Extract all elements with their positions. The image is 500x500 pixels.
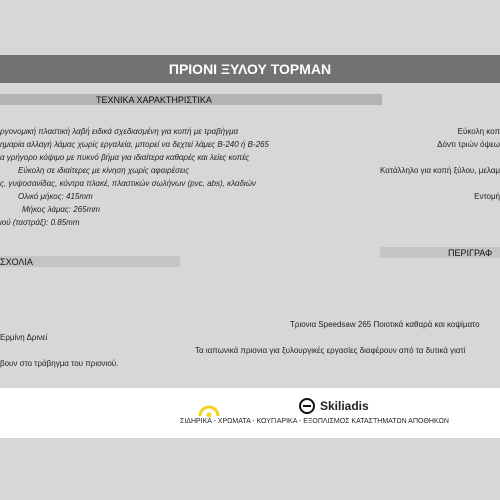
comment-line: Τα ιαπωνικά πριονια για ξυλουργικές εργασίες διαφέρουν από τα δυτικά γιατί xyxy=(195,346,466,355)
specs-line: Εύκολη σε ιδιαίτερες με κίνηση χωρίς αφαιρέσεις xyxy=(18,166,190,175)
comment-line: βουν στο τράβηγμα του πριονιού. xyxy=(0,359,119,368)
right-line: Εντομή xyxy=(474,192,500,201)
right-column-list xyxy=(290,125,500,203)
specs-line: α γρήγορο κόψιμο με πυκνό βήμα για ιδιαίτερα καθαρές και λείες κοπές xyxy=(0,153,250,162)
right-line xyxy=(290,177,500,190)
page-title: ΠΡΙΟΝΙ ΞΥΛΟΥ TOPMAN xyxy=(168,61,332,77)
right-line: Κατάλληλο για κοπή ξύλου, μελαμ xyxy=(380,166,500,175)
brand-logo xyxy=(298,398,369,414)
specs-line: ς, γυψοσανίδας, κόντρα πλακέ, πλαστικών σωλήνων (pvc, abs), κλαδιών xyxy=(0,179,256,188)
footer-tagline: ΣΙΔΗΡΙΚΑ - ΧΡΩΜΑΤΑ - ΚΟΥΓΙΑΡΙΚΑ - ΕΞΟΠΛΙΣΜΟΣ ΚΑΤΑΣΤΗΜΑΤΩΝ ΑΠΟΘΗΚΩΝ xyxy=(180,418,449,425)
specs-line: Μήκος λάμας: 265mm xyxy=(22,205,100,214)
specs-list xyxy=(0,125,285,229)
right-line xyxy=(290,151,500,164)
brand-emblem-icon xyxy=(298,398,318,414)
page-title-bar xyxy=(0,55,500,83)
comments-list xyxy=(0,318,500,370)
comment-line: Τριονια Speedsaw 265 Ποιοτικά καθαρά και κοψίματο xyxy=(290,320,480,329)
brand-name: Skiliadis xyxy=(320,399,369,413)
specs-line: ργονομική πλαστική λαβή ειδικά σχεδιασμένη για κοπή με τραβήγμα xyxy=(0,127,239,136)
specs-heading: ΤΕΧΝΙΚΑ ΧΑΡΑΚΤΗΡΙΣΤΙΚΑ xyxy=(96,95,212,105)
comments-heading: ΣΧΟΛΙΑ xyxy=(0,257,33,267)
description-heading: ΠΕΡΙΓΡΑΦ xyxy=(448,248,493,258)
specs-line: ιού (ταστράξ): 0.85mm xyxy=(0,218,80,227)
right-line: Δόντι τριών όψεω xyxy=(437,140,500,149)
specs-line: ημαρία αλλαγή λάμας χωρίς εργαλεία, μπορεί να δεχτεί λάμες B-240 ή B-265 xyxy=(0,140,269,149)
right-line: Εύκολη κοπ xyxy=(457,127,500,136)
footer-band xyxy=(0,388,500,438)
comment-line: Ερμίνη Δρινεί xyxy=(0,333,48,342)
specs-line: Ολικό μήκος: 415mm xyxy=(18,192,93,201)
